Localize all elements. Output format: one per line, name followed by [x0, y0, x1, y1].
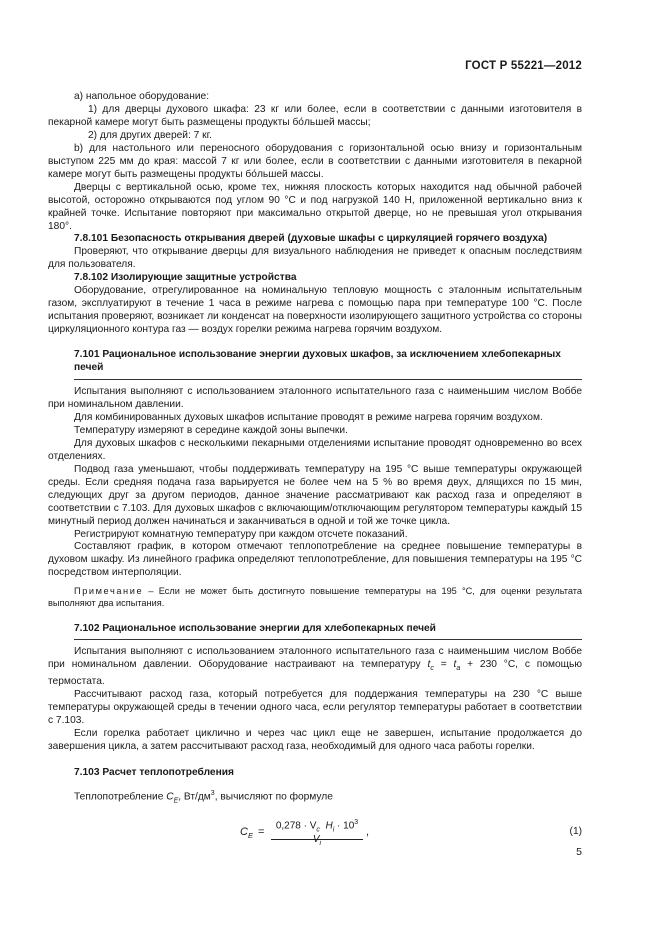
paragraph: Испытания выполняют с использованием эталонного испытательного газа с наименьшим числом Воббе при номинальном давлении. [48, 386, 582, 410]
paragraph: Для духовых шкафов с несколькими пекарными отделениями испытание проводят одновременно во всех отделениях. [48, 437, 582, 462]
formula-equals: = [258, 826, 265, 839]
note [48, 586, 582, 609]
divider [74, 639, 582, 640]
divider [74, 379, 582, 380]
paragraph: Если горелка работает циклично и через час цикл еще не завершен, испытание продолжается до завершения цикла, а затем рассчитывают расход газа, необходимый для одного часа работы горелки. [48, 728, 582, 753]
section-heading: 7.101 Рациональное использование энергии духовых шкафов, за исключением хлебопекарных печей [74, 349, 561, 374]
document-body [48, 91, 582, 858]
paragraph: b) для настольного или переносного оборудования с горизонтальной осью внизу и горизонтальным выступом 225 мм до края: массой 7 кг или более, если в соответствии с данными изготовителя в пекарной камере могут быть размещены продукты бо́льшей массы. [48, 142, 582, 180]
page-number: 5 [576, 846, 582, 858]
paragraph: 2) для других дверей: 7 кг. [88, 129, 212, 141]
paragraph: Для комбинированных духовых шкафов испытание проводят в режиме нагрева горячим воздухом. [74, 411, 543, 423]
paragraph: Дверцы с вертикальной осью, кроме тех, нижняя плоскость которых находится над обычной рабочей высотой, осторожно открываются под углом 90 °С и под нагрузкой 140 Н, приложенной вертикально вниз к крайней точке. Испытание повторяют при максимально открытой дверце, но не превышая угол открывания 180°. [48, 181, 582, 232]
section-heading: 7.8.102 Изолирующие защитные устройства [74, 272, 297, 284]
section-heading: 7.102 Рациональное использование энергии для хлебопекарных печей [74, 622, 436, 634]
paragraph: Проверяют, что открывание дверцы для визуального наблюдения не приведет к опасным последствиям для пользователя. [48, 246, 582, 271]
paragraph: 1) для дверцы духового шкафа: 23 кг или более, если в соответствии с данными изготовителя в пекарной камере могут быть размещены продукты бо́льшей массы; [48, 103, 582, 128]
paragraph: Оборудование, отрегулированное на номинальную тепловую мощность с эталонным испытательным газом, эксплуатируют в течение 1 часа в режиме нагрева с помощью пара при температуре 100 °С. После испытания проверяют, возникает ли конденсат на поверхности изолирующего защитного устройства со стороны циркуляционного контура газ — воздух горелки режима нагрева горячим воздухом. [48, 285, 582, 336]
section-heading: 7.103 Расчет теплопотребления [74, 767, 234, 779]
paragraph: Температуру измеряют в середине каждой зоны выпечки. [74, 424, 348, 436]
paragraph: Составляют график, в котором отмечают теплопотребление на среднее повышение температуры в духовом шкафу. Из линейного графика определяют теплопотребление, для повышения температуры на 195 °С посредством интерполяции. [48, 541, 582, 579]
note-label: Примечание [74, 586, 144, 597]
paragraph: Рассчитывают расход газа, который потребуется для поддержания температуры на 230 °С выше температуры окружающей среды в течении одного часа, если регулятор температуры работает в соответствии с 7.103. [48, 689, 582, 727]
paragraph: Испытания выполняют с использованием эталонного испытательного газа с наименьшим числом Воббе при номинальном давлении. Оборудование настраивают на температуру $t_c = t_a + 230$ °С, с помощью термостата. [48, 646, 582, 688]
formula-trailing-comma: , [366, 826, 370, 839]
section-heading: 7.8.101 Безопасность открывания дверей (духовые шкафы с циркуляцией горячего воздуха) [74, 233, 548, 245]
paragraph: Регистрируют комнатную температуру при каждом отсчете показаний. [74, 528, 408, 540]
formula-denominator: $V_i$ [312, 834, 322, 848]
formula-number: (1) [569, 826, 582, 838]
formula-lhs: $C_E$ [240, 826, 253, 841]
paragraph: Теплопотребление $C_E$, $Вт/дм^3$, вычисляют по формуле [74, 790, 333, 805]
formula-block [48, 814, 582, 858]
paragraph: а) напольное оборудование: [74, 91, 210, 102]
paragraph: Подвод газа уменьшают, чтобы поддерживать температуру на 195 °С выше температуры окружающей среды. Если средняя подача газа варьируется не более чем на 5 % во время двух, длящихся по 15 мин, следующих друг за другом периодов, данное значение рассматривают как расход газа и определяют в соответствии с 7.103. Для духовых шкафов с включающим/отключающим регулятором температуры каждый 15 минутный период должен начинаться и заканчиваться в одной и той же точке цикла. [48, 463, 582, 527]
note-text: – Если не может быть достигнуто повышение температуры на 195 °С, для оценки результата выполняют два испытания. [48, 586, 582, 608]
formula-numerator: $0,278 \cdot V_c$ $H_i \cdot 10^3$ [271, 817, 363, 839]
standard-header: ГОСТ Р 55221—2012 [465, 60, 582, 72]
